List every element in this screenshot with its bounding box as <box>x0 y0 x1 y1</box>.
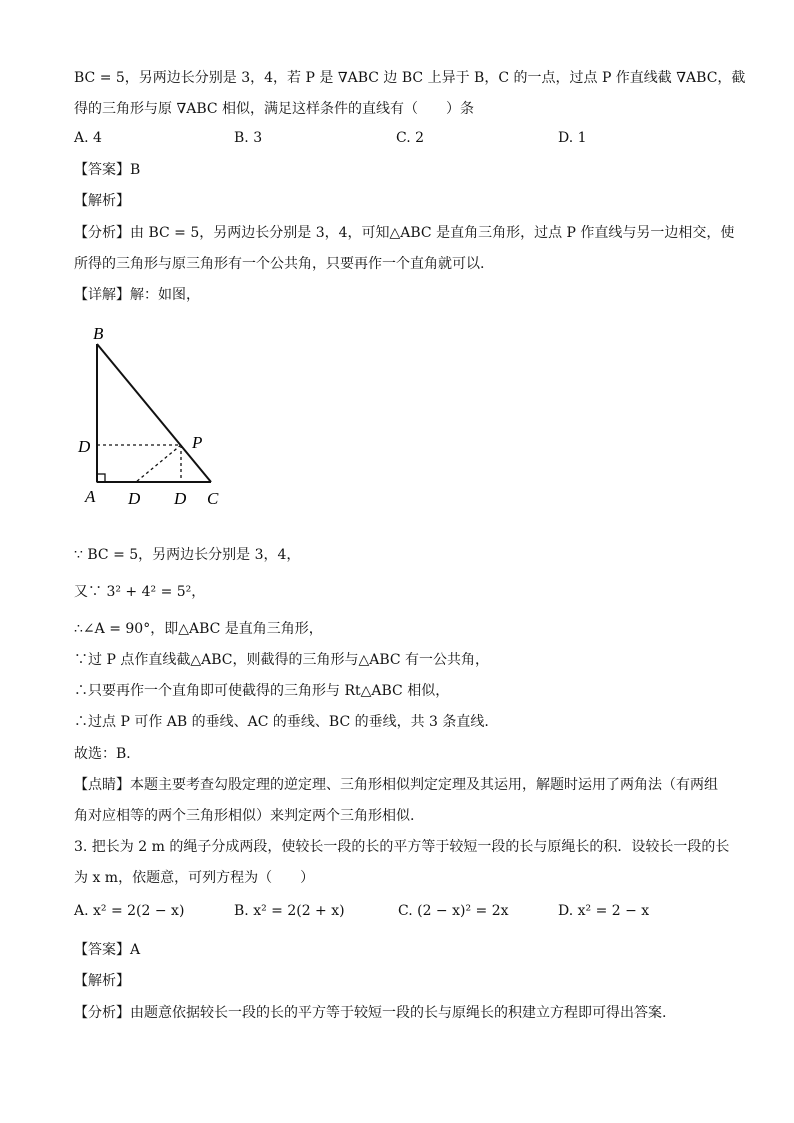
q2-analysis-heading: 【解析】 <box>74 193 130 209</box>
q2-stem-line1: BC = 5，另两边长分别是 3，4，若 P 是 ∇ABC 边 BC 上异于 B，C 的一点，过点 P 作直线截 ∇ABC，截 <box>74 70 746 86</box>
q2-option-a: A. 4 <box>74 130 102 146</box>
q3-option-d: D. x² = 2 − x <box>558 903 650 919</box>
q3-answer: 【答案】A <box>74 942 141 958</box>
q2-detail-intro: 【详解】解：如图， <box>74 287 200 303</box>
q3-analysis-line1: 【分析】由题意依据较长一段的长的平方等于较短一段的长与原绳长的积建立方程即可得出答案. <box>74 1005 667 1021</box>
q2-option-b: B. 3 <box>234 130 263 146</box>
q2-step-2: 又∵ 3² + 4² = 5²， <box>74 584 206 600</box>
label-b: B <box>93 324 104 343</box>
triangle-figure <box>70 318 240 518</box>
q2-step-3: ∴∠A = 90°，即△ABC 是直角三角形， <box>74 621 323 637</box>
q2-comment-line2: 角对应相等的两个三角形相似）来判定两个三角形相似. <box>74 808 415 824</box>
label-d-bottom1: D <box>128 489 141 508</box>
q3-stem-line1: 3. 把长为 2 m 的绳子分成两段，使较长一段的长的平方等于较短一段的长与原绳长的积．设较长一段的长 <box>74 839 730 855</box>
q2-step-4: ∵过 P 点作直线截△ABC，则截得的三角形与△ABC 有一公共角， <box>74 652 490 668</box>
q3-analysis-heading: 【解析】 <box>74 973 130 989</box>
dashed-p-perp-bc <box>136 445 181 482</box>
label-d-left: D <box>78 437 91 456</box>
q3-option-a: A. x² = 2(2 − x) <box>74 903 185 919</box>
q2-answer: 【答案】B <box>74 162 141 178</box>
label-p: P <box>192 433 203 452</box>
q2-step-5: ∴只要再作一个直角即可使截得的三角形与 Rt△ABC 相似， <box>74 683 450 699</box>
label-c: C <box>207 489 219 508</box>
q2-stem-line2: 得的三角形与原 ∇ABC 相似，满足这样条件的直线有（ ）条 <box>74 101 475 117</box>
q2-option-d: D. 1 <box>558 130 587 146</box>
q3-option-b: B. x² = 2(2 + x) <box>234 903 345 919</box>
q2-step-6: ∴过点 P 可作 AB 的垂线、AC 的垂线、BC 的垂线，共 3 条直线. <box>74 714 489 730</box>
q2-options <box>74 130 714 150</box>
q2-analysis-line1: 【分析】由 BC = 5，另两边长分别是 3，4，可知△ABC 是直角三角形，过点 P 作直线与另一边相交，使 <box>74 225 735 241</box>
q3-option-c: C. (2 − x)² = 2x <box>398 903 509 919</box>
label-d-bottom2: D <box>174 489 187 508</box>
q2-step-1: ∵ BC = 5，另两边长分别是 3，4， <box>74 547 301 563</box>
q2-comment-line1: 【点睛】本题主要考查勾股定理的逆定理、三角形相似判定定理及其运用，解题时运用了两角法（有两组 <box>74 777 718 793</box>
q2-choose: 故选：B． <box>74 746 141 762</box>
q3-options <box>74 903 714 923</box>
q3-stem-line2: 为 x m，依题意，可列方程为（ ） <box>74 870 315 886</box>
side-bc <box>97 344 211 482</box>
label-a: A <box>85 487 96 506</box>
q2-analysis-line2: 所得的三角形与原三角形有一个公共角，只要再作一个直角就可以. <box>74 256 485 272</box>
right-angle-marker <box>97 474 105 482</box>
q2-option-c: C. 2 <box>396 130 425 146</box>
